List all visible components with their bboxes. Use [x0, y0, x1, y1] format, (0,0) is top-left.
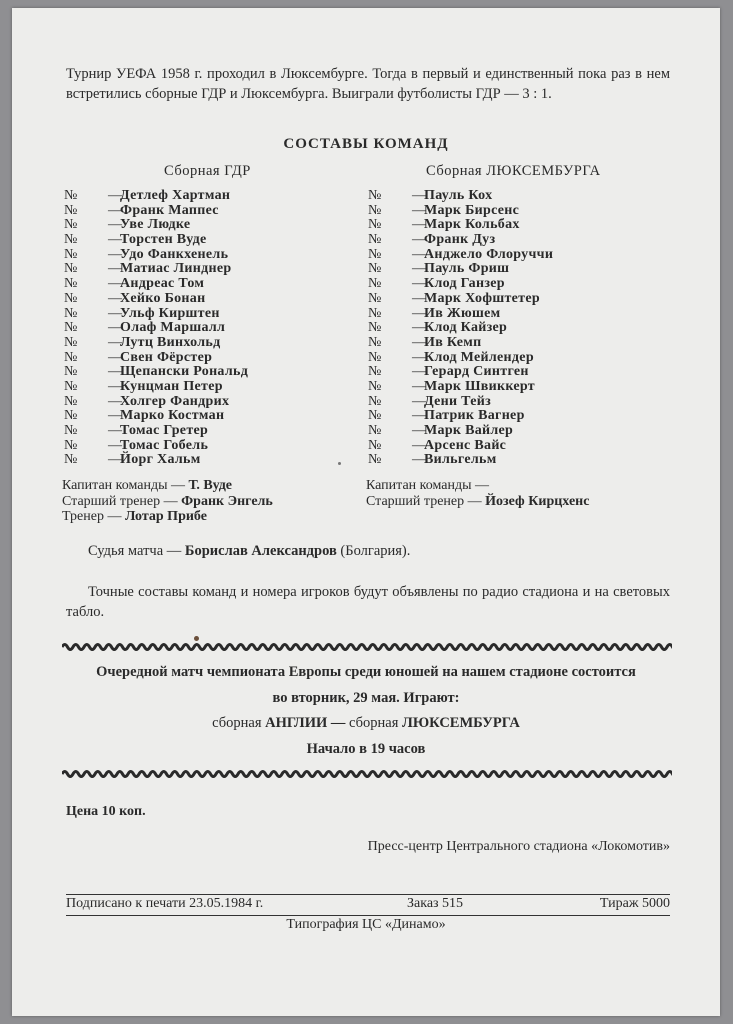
player-name: Марк Швиккерт: [424, 378, 535, 394]
player-row: [64, 365, 248, 380]
player-number: №: [368, 378, 382, 394]
program-sheet: [12, 8, 720, 1016]
player-name: Удо Фанкхенель: [120, 246, 229, 262]
player-name: Холгер Фандрих: [120, 393, 230, 409]
player-dash: —: [412, 261, 426, 277]
player-dash: —: [412, 437, 426, 453]
player-name: Ив Кемп: [424, 334, 482, 350]
imprint-order: Заказ 515: [407, 896, 464, 911]
next-match-line2: во вторник, 29 мая. Играют:: [272, 690, 460, 706]
player-number: №: [64, 408, 78, 424]
player-row: [64, 409, 248, 424]
player-dash: —: [412, 276, 426, 292]
player-name: Лутц Винхольд: [120, 334, 221, 350]
imprint-rule-bottom: [66, 915, 670, 916]
player-row: [368, 307, 553, 322]
player-row: [64, 248, 248, 263]
player-number: №: [368, 452, 382, 468]
player-row: [368, 336, 553, 351]
player-row: [64, 380, 248, 395]
player-row: [368, 189, 553, 204]
player-number: №: [368, 364, 382, 380]
player-dash: —: [412, 202, 426, 218]
player-row: [368, 277, 553, 292]
player-number: №: [64, 320, 78, 336]
player-row: [64, 307, 248, 322]
player-name: Клод Ганзер: [424, 276, 505, 292]
player-dash: —: [412, 290, 426, 306]
player-dash: —: [412, 349, 426, 365]
player-number: №: [64, 378, 78, 394]
player-number: №: [368, 261, 382, 277]
player-name: Пауль Фриш: [424, 261, 510, 277]
player-row: [64, 262, 248, 277]
player-dash: —: [412, 364, 426, 380]
player-name: Анджело Флоруччи: [424, 246, 554, 262]
player-dash: —: [108, 334, 122, 350]
player-row: [368, 365, 553, 380]
player-dash: —: [412, 423, 426, 438]
player-name: Герард Синтген: [424, 364, 529, 380]
player-name: Томас Гобель: [120, 437, 209, 453]
player-number: №: [368, 232, 382, 248]
team-left-roster: [64, 189, 248, 468]
referee-line: [88, 541, 410, 561]
player-dash: —: [412, 305, 426, 321]
referee-name: Борислав Александров: [184, 543, 337, 559]
player-name: Марк Вайлер: [424, 423, 514, 438]
player-row: [64, 204, 248, 219]
senior-coach-label: Старший тренер —: [366, 493, 482, 509]
player-row: [368, 380, 553, 395]
player-name: Марк Хофштетер: [424, 290, 540, 306]
player-number: №: [64, 276, 78, 292]
player-dash: —: [108, 305, 122, 321]
team1-name: АНГЛИИ: [265, 715, 328, 731]
player-name: Марк Кольбах: [424, 217, 520, 233]
referee-country: (Болгария).: [340, 543, 411, 559]
player-row: [368, 292, 553, 307]
player-row: [64, 292, 248, 307]
player-dash: —: [412, 320, 426, 336]
player-number: №: [64, 437, 78, 453]
player-number: №: [368, 217, 382, 233]
team-right-heading: Сборная ЛЮКСЕМБУРГА: [426, 163, 601, 179]
teams-separator: —: [330, 715, 346, 731]
player-dash: —: [412, 393, 426, 409]
player-name: Ив Жюшем: [424, 305, 501, 321]
player-row: [64, 336, 248, 351]
next-match-teams: [12, 711, 720, 735]
player-number: №: [64, 305, 78, 321]
player-name: Франк Дуз: [424, 232, 496, 248]
player-dash: —: [412, 188, 426, 203]
intro-paragraph: [66, 64, 670, 104]
player-row: [64, 277, 248, 292]
player-dash: —: [108, 276, 122, 292]
senior-coach-name: Франк Энгель: [181, 493, 273, 509]
player-name: Арсенс Вайс: [424, 437, 507, 453]
player-number: №: [64, 452, 78, 468]
player-number: №: [64, 217, 78, 233]
imprint-printer: Типография ЦС «Динамо»: [286, 917, 446, 932]
player-row: [368, 453, 553, 468]
player-name: Уве Людке: [120, 217, 191, 233]
announcement: Точные составы команд и номера игроков будут объявлены по радио стадиона и на световых табло.: [66, 584, 670, 620]
player-name: Вильгельм: [424, 452, 497, 468]
team2-prefix: сборная: [349, 715, 399, 731]
player-number: №: [368, 320, 382, 336]
player-name: Марк Бирсенс: [424, 202, 520, 218]
player-number: №: [64, 290, 78, 306]
player-dash: —: [412, 378, 426, 394]
imprint-rule-top: [66, 894, 670, 895]
press-center: Пресс-центр Центрального стадиона «Локомотив»: [367, 839, 670, 854]
player-name: Ульф Кирштен: [120, 305, 220, 321]
player-name: Патрик Вагнер: [424, 408, 525, 424]
player-dash: —: [108, 188, 122, 203]
player-number: №: [64, 334, 78, 350]
player-dash: —: [108, 217, 122, 233]
referee-label: Судья матча —: [88, 543, 182, 559]
player-row: [368, 424, 553, 439]
player-number: №: [368, 188, 382, 203]
lineups-title: СОСТАВЫ КОМАНД: [283, 136, 449, 152]
player-row: [64, 233, 248, 248]
player-row: [368, 233, 553, 248]
player-number: №: [64, 246, 78, 262]
player-dash: —: [108, 320, 122, 336]
wave-divider-top: [62, 642, 672, 652]
player-dash: —: [108, 232, 122, 248]
player-dash: —: [108, 393, 122, 409]
player-dash: —: [108, 261, 122, 277]
player-row: [368, 321, 553, 336]
player-name: Андреас Том: [120, 276, 205, 292]
player-row: [368, 262, 553, 277]
next-match-line1: Очередной матч чемпионата Европы среди юношей на нашем стадионе состоится: [96, 664, 636, 680]
player-dash: —: [108, 423, 122, 438]
player-number: №: [64, 423, 78, 438]
senior-coach-label: Старший тренер —: [62, 493, 178, 509]
player-row: [368, 248, 553, 263]
captain-label: Капитан команды —: [62, 478, 185, 493]
player-name: Хейко Бонан: [120, 290, 206, 306]
player-dash: —: [108, 349, 122, 365]
team-left-staff: [62, 478, 273, 525]
player-number: №: [64, 349, 78, 365]
captain-label: Капитан команды —: [366, 478, 489, 493]
player-row: [368, 204, 553, 219]
player-name: Франк Маппес: [120, 202, 219, 218]
player-name: Щепански Рональд: [120, 364, 249, 380]
player-name: Кунцман Петер: [120, 378, 223, 394]
player-row: [368, 218, 553, 233]
player-name: Клод Мейлендер: [424, 349, 534, 365]
player-row: [64, 453, 248, 468]
player-name: Свен Фёрстер: [120, 349, 213, 365]
player-number: №: [368, 305, 382, 321]
player-dash: —: [108, 202, 122, 218]
coach-name: Лотар Прибе: [124, 509, 207, 524]
player-name: Торстен Вуде: [120, 232, 207, 248]
player-dash: —: [108, 408, 122, 424]
player-number: №: [64, 364, 78, 380]
player-name: Йорг Хальм: [120, 452, 201, 468]
player-name: Дени Тейз: [424, 393, 492, 409]
player-name: Детлеф Хартман: [120, 188, 231, 203]
player-number: №: [368, 393, 382, 409]
player-number: №: [64, 232, 78, 248]
player-row: [368, 439, 553, 454]
player-name: Марко Костман: [120, 408, 225, 424]
wave-divider-bottom: [62, 769, 672, 779]
player-name: Матиас Линднер: [120, 261, 232, 277]
ink-spot: [338, 462, 341, 465]
captain-name: Т. Вуде: [188, 478, 233, 493]
player-number: №: [368, 423, 382, 438]
team-right-staff: [366, 478, 589, 509]
player-row: [64, 189, 248, 204]
player-dash: —: [412, 334, 426, 350]
player-dash: —: [412, 246, 426, 262]
coach-label: Тренер —: [62, 509, 122, 524]
player-row: [64, 395, 248, 410]
player-dash: —: [108, 437, 122, 453]
team-right-roster: [368, 189, 553, 468]
player-dash: —: [412, 232, 426, 248]
player-dash: —: [412, 452, 426, 468]
player-number: №: [368, 437, 382, 453]
player-number: №: [368, 349, 382, 365]
team1-prefix: сборная: [212, 715, 262, 731]
player-number: №: [368, 202, 382, 218]
ink-spot: [194, 636, 199, 641]
imprint-print-run: Тираж 5000: [599, 896, 670, 911]
player-dash: —: [108, 364, 122, 380]
player-row: [64, 351, 248, 366]
player-row: [64, 424, 248, 439]
player-name: Олаф Маршалл: [120, 320, 226, 336]
next-match-start: Начало в 19 часов: [306, 741, 426, 757]
player-number: №: [368, 276, 382, 292]
player-number: №: [368, 334, 382, 350]
player-number: №: [368, 246, 382, 262]
player-row: [368, 409, 553, 424]
player-row: [368, 351, 553, 366]
player-number: №: [368, 408, 382, 424]
player-number: №: [64, 261, 78, 277]
player-row: [64, 218, 248, 233]
player-dash: —: [108, 246, 122, 262]
player-dash: —: [412, 408, 426, 424]
team2-name: ЛЮКСЕМБУРГА: [402, 715, 520, 731]
player-dash: —: [108, 378, 122, 394]
player-row: [64, 321, 248, 336]
senior-coach-name: Йозеф Кирцхенс: [485, 493, 590, 509]
player-row: [368, 395, 553, 410]
imprint-signed: Подписано к печати 23.05.1984 г.: [66, 896, 264, 911]
player-name: Пауль Кох: [424, 188, 493, 203]
price: Цена 10 коп.: [66, 804, 146, 819]
player-number: №: [64, 202, 78, 218]
player-number: №: [368, 290, 382, 306]
team-left-heading: Сборная ГДР: [164, 163, 251, 179]
player-dash: —: [108, 452, 122, 468]
intro-text: Турнир УЕФА 1958 г. проходил в Люксембурге. Тогда в первый и единственный пока раз в нем встретились сборные ГДР и Люксембурга. Выиграли футболисты ГДР — 3 : 1.: [66, 66, 670, 102]
player-name: Клод Кайзер: [424, 320, 508, 336]
player-number: №: [64, 188, 78, 203]
player-dash: —: [412, 217, 426, 233]
player-number: №: [64, 393, 78, 409]
player-dash: —: [108, 290, 122, 306]
player-name: Томас Гретер: [120, 423, 209, 438]
